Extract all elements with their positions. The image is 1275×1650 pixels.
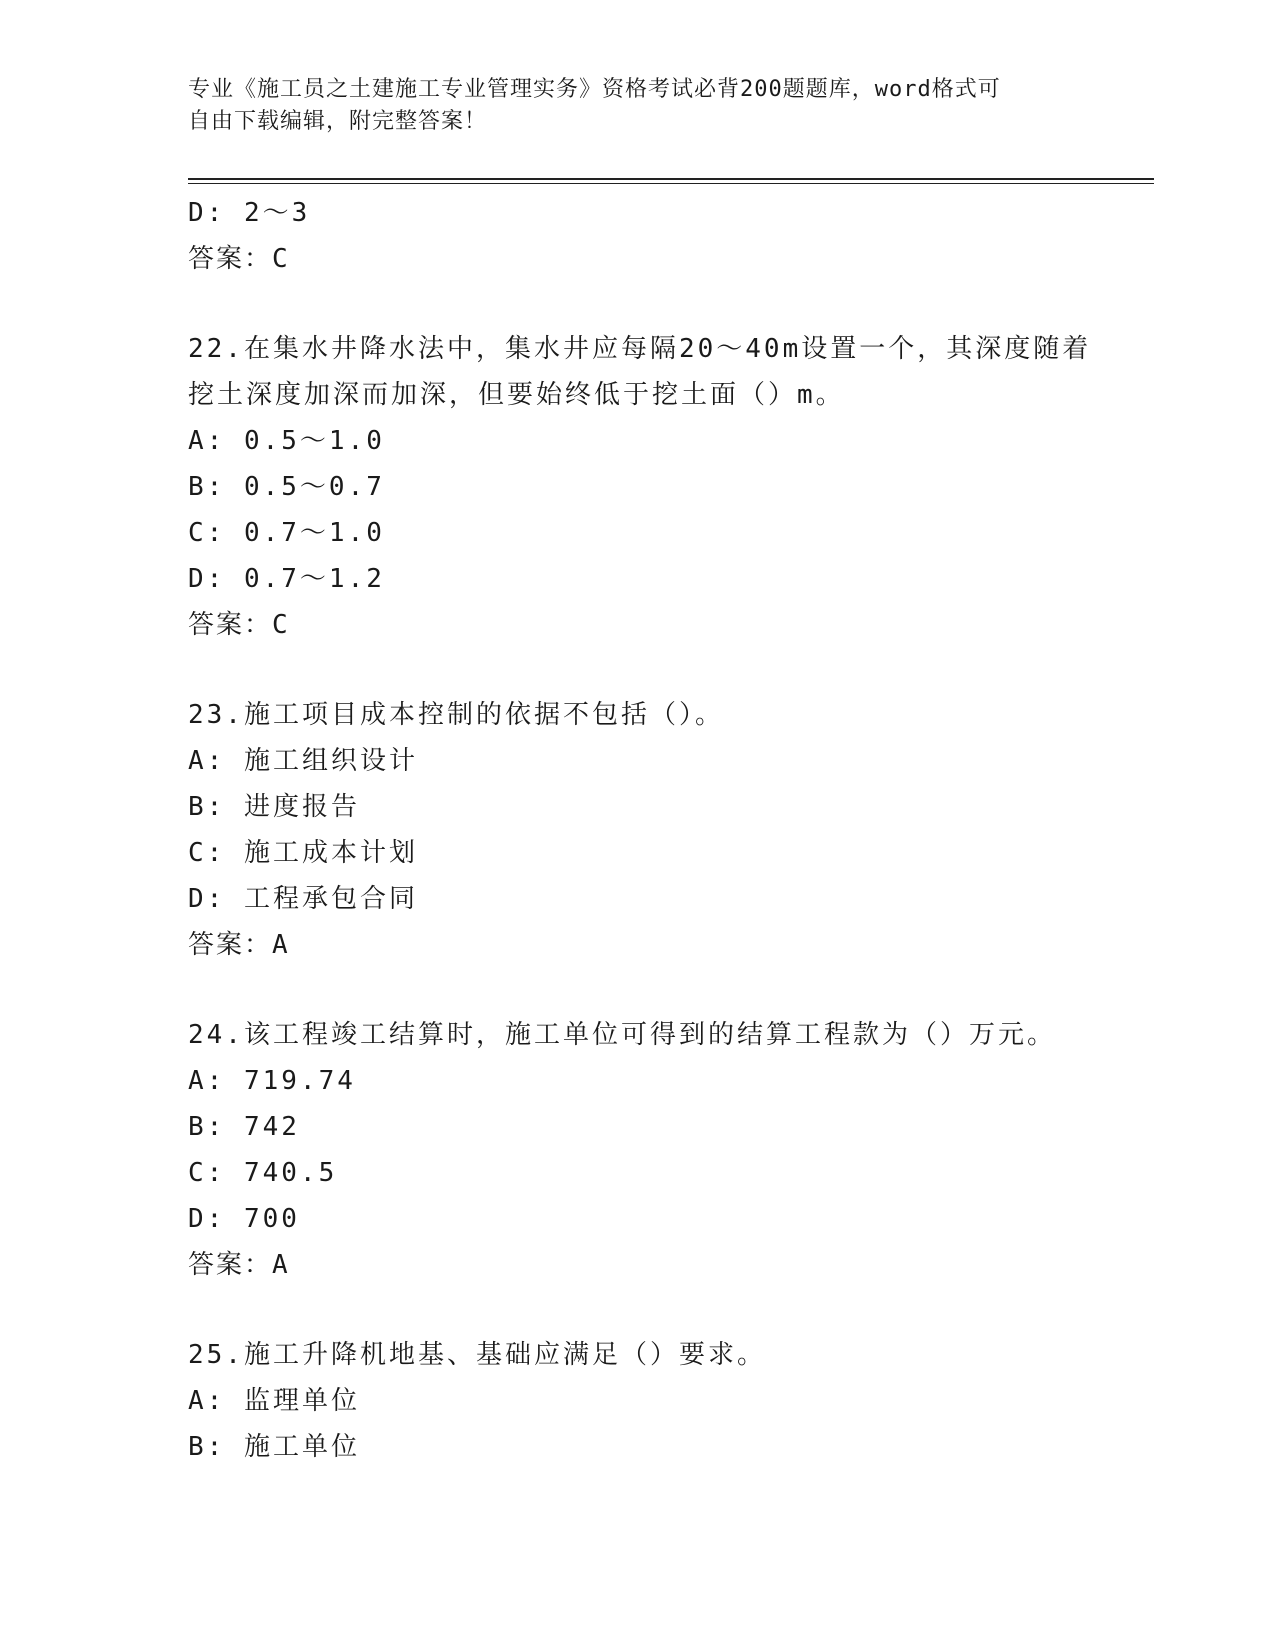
option-b: B: 742 [188,1112,300,1142]
option-b: B: 进度报告 [188,792,360,822]
option-a: A: 0.5～1.0 [188,426,385,456]
header-rule-thick [188,178,1154,180]
spacer [188,968,1088,1012]
question-list [188,190,1092,1470]
question-stem-continued: 挖土深度加深而加深，但要始终低于挖土面（）m。 [188,380,845,410]
question-23 [188,692,1088,968]
option-d: D: 700 [188,1204,300,1234]
spacer [188,282,1088,326]
option-d: D: 0.7～1.2 [188,564,385,594]
answer-line: 答案：C [188,244,290,274]
question-25 [188,1332,1088,1470]
answer-line: 答案：C [188,610,290,640]
header-rule-thin [188,183,1154,184]
answer-line: 答案：A [188,1250,290,1280]
question-stem: 25.施工升降机地基、基础应满足（）要求。 [188,1340,766,1370]
question-stem: 22.在集水井降水法中，集水井应每隔20～40m设置一个，其深度随着 [188,334,1092,364]
option-a: A: 719.74 [188,1066,356,1096]
spacer [188,1288,1088,1332]
option-b: B: 0.5～0.7 [188,472,385,502]
previous-question-tail [188,190,1088,282]
header-line-1: 专业《施工员之土建施工专业管理实务》资格考试必背200题题库，word格式可 [188,77,1001,102]
option-d: D: 工程承包合同 [188,884,418,914]
question-22 [188,326,1092,648]
question-24 [188,1012,1088,1288]
option-c: C: 740.5 [188,1158,338,1188]
header-line-2: 自由下载编辑，附完整答案！ [188,109,488,134]
question-stem: 23.施工项目成本控制的依据不包括（）。 [188,700,724,730]
option-c: C: 施工成本计划 [188,838,418,868]
answer-line: 答案：A [188,930,290,960]
spacer [188,648,1088,692]
option-a: A: 施工组织设计 [188,746,418,776]
option-c: C: 0.7～1.0 [188,518,385,548]
page-header [188,74,1088,138]
question-stem: 24.该工程竣工结算时，施工单位可得到的结算工程款为（）万元。 [188,1020,1056,1050]
option-a: A: 监理单位 [188,1386,360,1416]
option-d: D: 2～3 [188,198,311,228]
option-b: B: 施工单位 [188,1432,360,1462]
